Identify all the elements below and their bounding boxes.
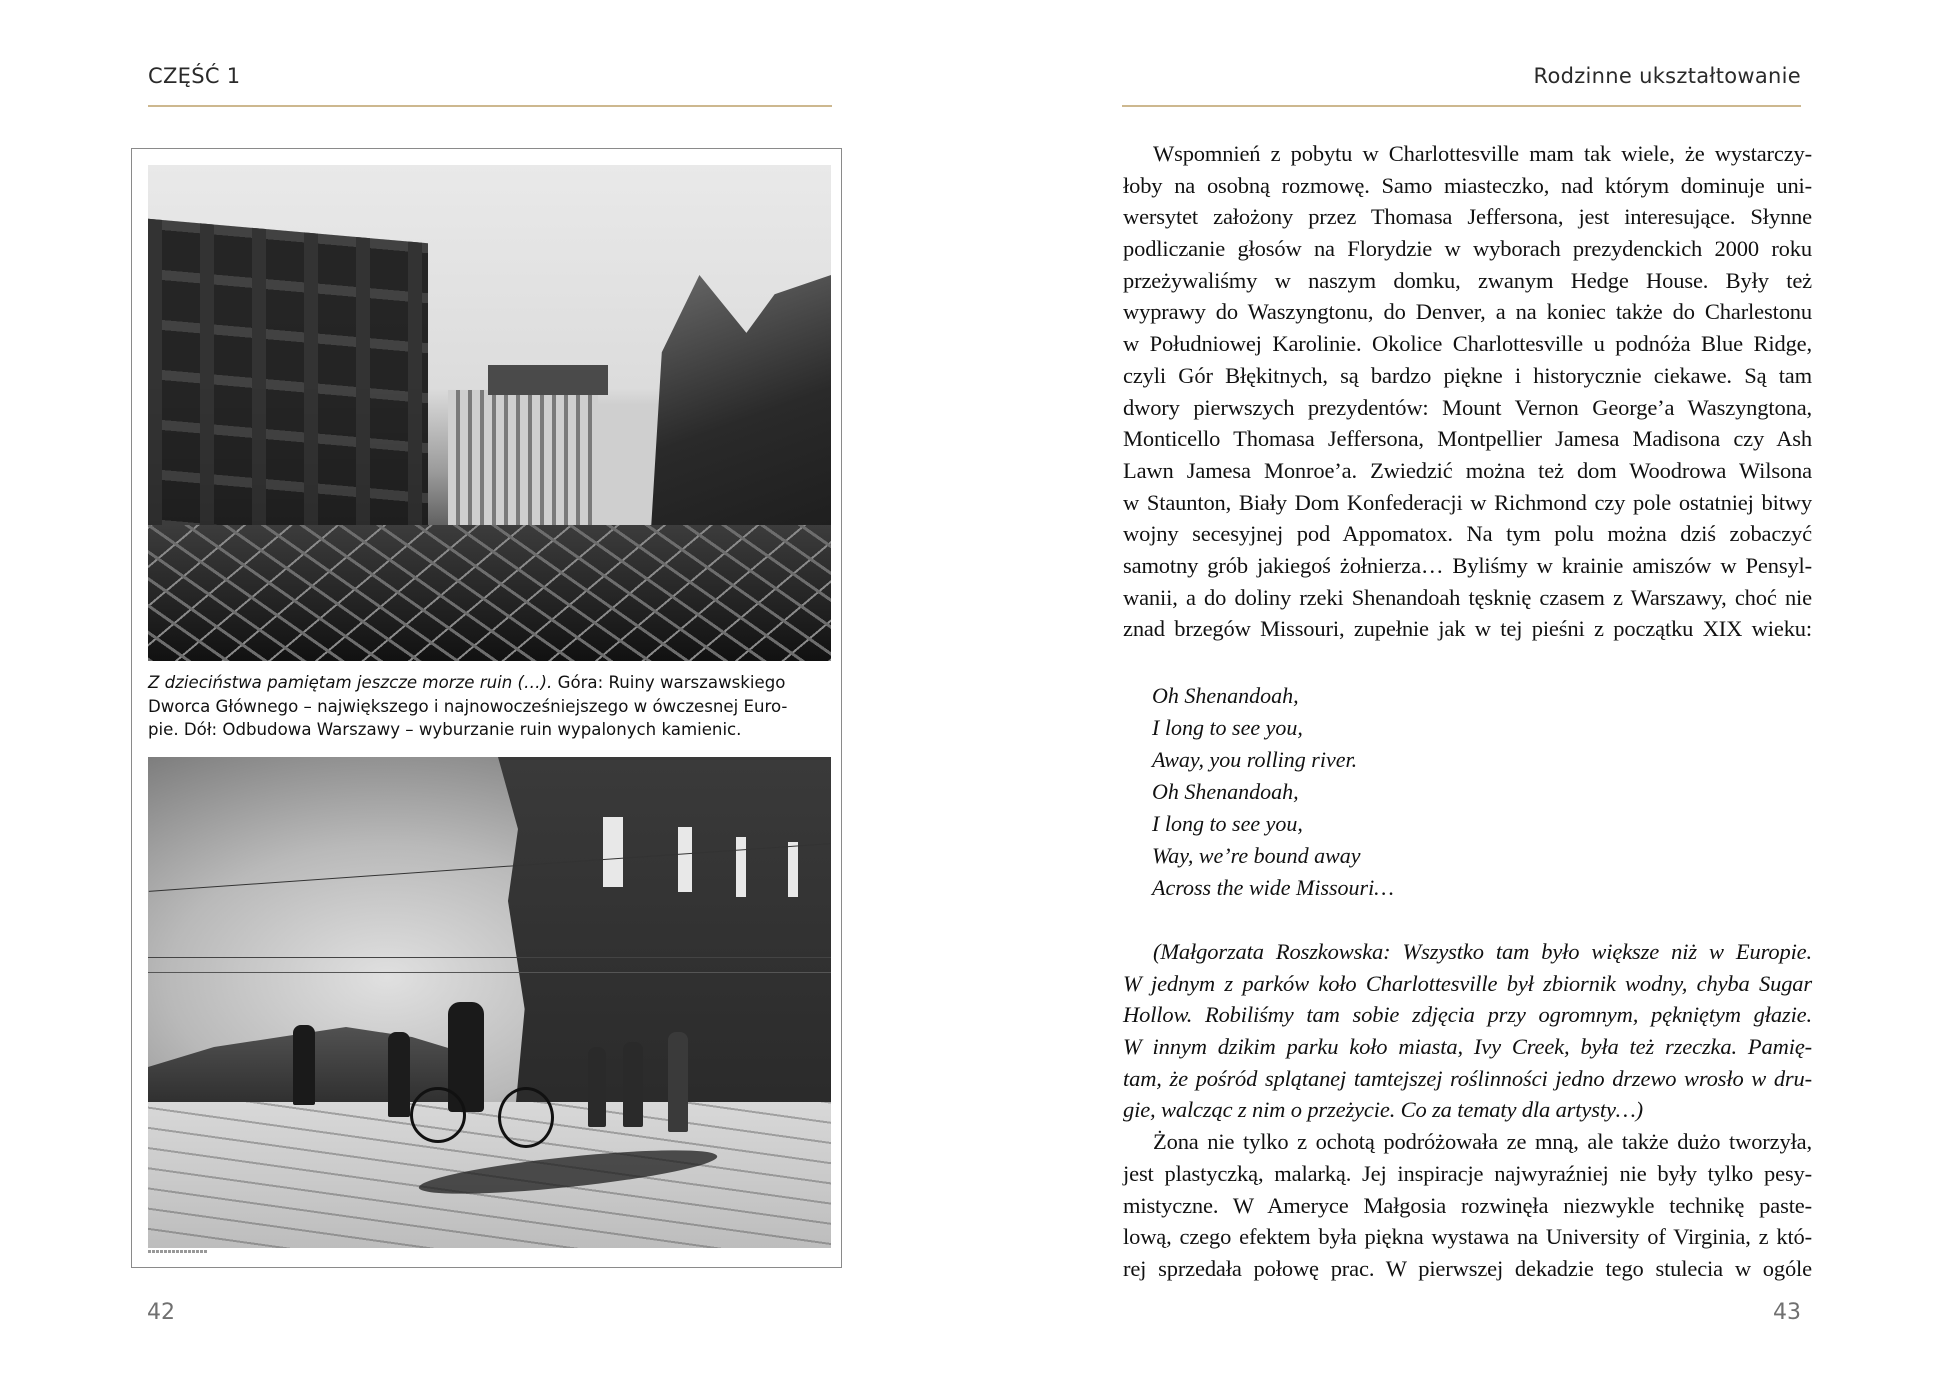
text-line: rej sprzedała połowę prac. W pierwszej dekadzie tego stulecia w ogóle [1123,1255,1812,1281]
page-number-left: 42 [147,1300,175,1325]
caption-lead-italic: Z dzieciństwa pamiętam jeszcze morze ruin (…). [148,673,553,692]
text-line: Wspomnień z pobytu w Charlottesville mam tak wiele, że wystarczy- [1153,141,1812,166]
photo-demolition-cyclist [148,757,831,1248]
text-line: wanii, a do doliny rzeki Shenandoah tęsknię czasem z Warszawy, choć nie [1123,584,1812,610]
caption-line-2: Dworca Głównego – największego i najnowocześniejszego w ówczesnej Euro- [148,696,788,716]
text-line: przeżywaliśmy w naszym domku, zwanym Hedge House. Były też [1123,267,1812,293]
text-line: Monticello Thomasa Jeffersona, Montpellier Jamesa Madisona czy Ash [1123,426,1812,452]
text-line: jest plastyczką, malarką. Jej inspiracje najwyraźniej nie były tylko pesy- [1123,1160,1812,1186]
text-line: dwory pierwszych prezydentów: Mount Vernon George’a Waszyngtona, [1123,394,1812,420]
quote-line: gie, walcząc z nim o przeżycie. Co za tematy dla artysty…) [1123,1097,1643,1123]
figure-frame [131,148,842,1268]
text-line: wyprawy do Waszyngtonu, do Denver, a na koniec także do Charlestonu [1123,299,1812,325]
text-line: Żona nie tylko z ochotą podróżowała ze mną, ale także dużo tworzyła, [1153,1129,1812,1155]
figure-caption [148,671,831,742]
text-line: w Południowej Karolinie. Okolice Charlottesville u podnóża Blue Ridge, [1123,331,1812,357]
quote-line: (Małgorzata Roszkowska: Wszystko tam było większe niż w Europie. [1153,939,1812,964]
quote-and-paragraph [1123,936,1812,1285]
quote-line: W innym dzikim parku koło miasta, Ivy Creek, była też rzeczka. Pamię- [1123,1034,1812,1060]
page-number-right: 43 [1773,1300,1801,1325]
verse-line: I long to see you, [1152,811,1303,836]
text-line: w Staunton, Biały Dom Konfederacji w Richmond czy pole ostatniej bitwy [1123,489,1812,515]
running-head-right: Rodzinne ukształtowanie [1533,64,1801,88]
text-line: wersytet założony przez Thomasa Jeffersona, jest interesujące. Słynne [1123,204,1812,230]
photo-credit [148,1250,208,1253]
text-line: podliczanie głosów na Florydzie w wyborach prezydenckich 2000 roku [1123,236,1812,262]
paragraph-charlottesville [1123,138,1812,645]
caption-line-1-rest: Góra: Ruiny warszawskiego [552,673,786,692]
photo-station-ruins [148,165,831,661]
verse-line: Way, we’re bound away [1152,843,1361,868]
text-line: mistyczne. W Ameryce Małgosia rozwinęła niezwykle technikę paste- [1123,1192,1812,1218]
header-rule-right [1122,105,1801,107]
verse-line: Away, you rolling river. [1152,747,1358,772]
verse-line: Oh Shenandoah, [1152,779,1299,804]
running-head-left: CZĘŚĆ 1 [148,64,241,88]
text-line: znad brzegów Missouri, zupełnie jak w tej pieśni z początku XIX wieku: [1123,616,1812,642]
text-line: łoby na osobną rozmowę. Samo miasteczko, nad którym dominuje uni- [1123,172,1812,198]
header-rule-left [148,105,832,107]
verse-line: Oh Shenandoah, [1152,683,1299,708]
verse-line: I long to see you, [1152,715,1303,740]
text-line: lową, czego efektem była piękna wystawa na University of Virginia, z któ- [1123,1224,1812,1250]
text-line: czyli Gór Błękitnych, są bardzo piękne i historycznie ciekawe. Są tam [1123,362,1812,388]
quote-line: W jednym z parków koło Charlottesville był zbiornik wodny, chyba Sugar [1123,970,1812,996]
verse-line: Across the wide Missouri… [1152,875,1394,900]
text-line: samotny grób jakiegoś żołnierza… Byliśmy w krainie amiszów w Pensyl- [1123,552,1812,578]
song-verse-shenandoah [1152,680,1394,904]
quote-line: Hollow. Robiliśmy tam sobie zdjęcia przy ogromnym, pękniętym głazie. [1123,1002,1812,1028]
text-line: Lawn Jamesa Monroe’a. Zwiedzić można też dom Woodrowa Wilsona [1123,457,1812,483]
quote-line: tam, że pośród splątanej tamtejszej roślinności jedno drzewo wrosło w dru- [1123,1065,1812,1091]
caption-line-1 [148,671,831,695]
caption-line-3: pie. Dół: Odbudowa Warszawy – wyburzanie ruin wypalonych kamienic. [148,720,742,739]
text-line: wojny secesyjnej pod Appomatox. Na tym polu można dziś zobaczyć [1123,521,1812,547]
